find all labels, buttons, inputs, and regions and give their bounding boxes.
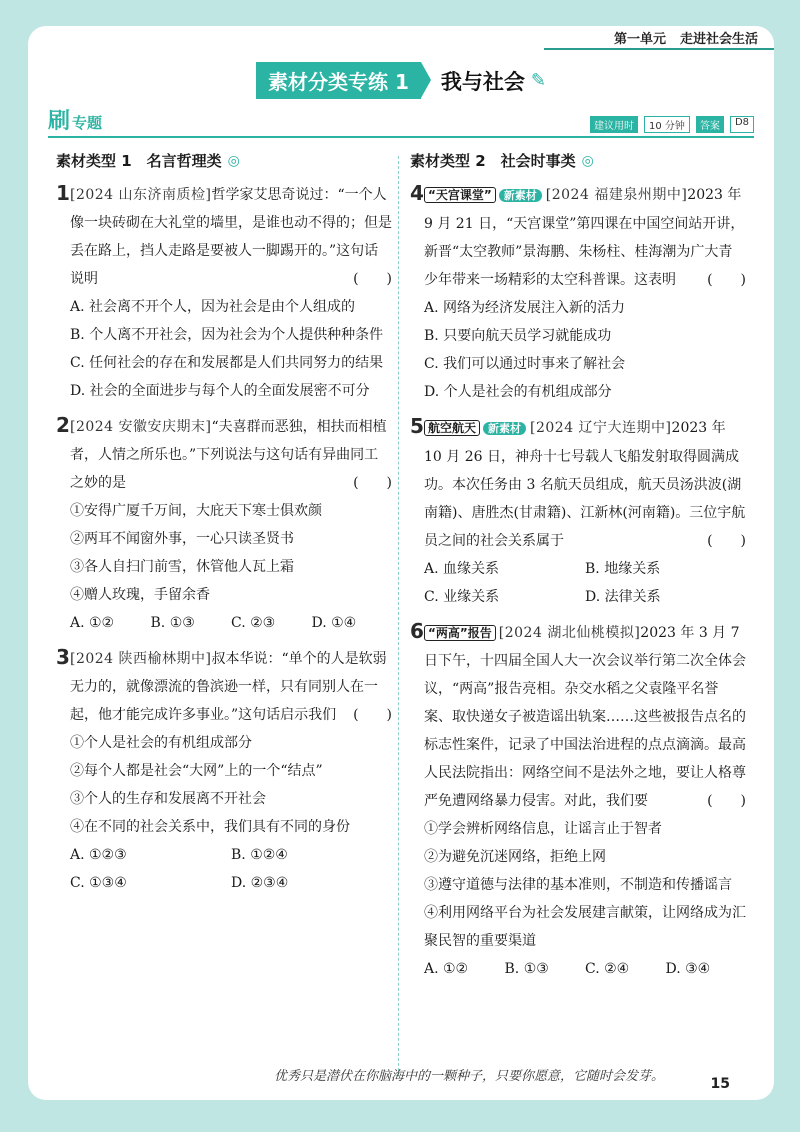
question-stem-text: 叔本华说：“单个的人是软弱无力的，就像漂流的鲁滨逊一样，只有同别人在一起，他才能完成许多事业。”这句话启示我们 bbox=[70, 651, 387, 723]
unit-label: 第一单元 bbox=[613, 31, 666, 47]
question-stem bbox=[56, 413, 392, 497]
item: ③遵守道德与法律的基本准则，不制造和传播谣言 bbox=[424, 877, 732, 893]
column-divider bbox=[398, 156, 399, 1076]
choice: C. ①③④ bbox=[70, 875, 127, 891]
unit-header bbox=[544, 26, 774, 50]
question-source: [2024 山东济南质检] bbox=[70, 187, 212, 203]
question-number: 2 bbox=[56, 413, 70, 437]
option: C. 任何社会的存在和发展都是人们共同努力的结果 bbox=[70, 355, 384, 371]
topic-tag: 航空航天 bbox=[424, 420, 480, 436]
choice: B. ①②④ bbox=[231, 847, 288, 863]
choice: D. 法律关系 bbox=[585, 589, 661, 605]
section-title-text: 素材类型 1 名言哲理类 bbox=[56, 152, 222, 170]
choice: B. ①③ bbox=[504, 961, 549, 977]
option: D. 社会的全面进步与每个人的全面发展密不可分 bbox=[70, 383, 370, 399]
answer-paren: ( ) bbox=[707, 272, 746, 288]
choices bbox=[410, 583, 746, 611]
question-4 bbox=[410, 181, 746, 406]
section-title bbox=[410, 150, 746, 171]
section-title bbox=[56, 150, 392, 171]
answer-label: 答案 bbox=[696, 116, 724, 133]
question-number: 4 bbox=[410, 181, 424, 205]
question-stem-text: “夫喜群而恶独，相扶而相植者，人情之所乐也。”下列说法与这句话有异曲同工之妙的是 bbox=[70, 419, 387, 491]
time-label: 建议用时 bbox=[590, 116, 638, 133]
option: A. 社会离不开个人，因为社会是由个人组成的 bbox=[70, 299, 356, 315]
choices bbox=[56, 841, 392, 869]
choice: A. ①②③ bbox=[70, 847, 127, 863]
answer-paren: ( ) bbox=[353, 475, 392, 491]
target-icon: ◎ bbox=[227, 152, 240, 169]
question-source: [2024 湖北仙桃模拟] bbox=[498, 625, 641, 641]
question-number: 1 bbox=[56, 181, 70, 205]
question-1 bbox=[56, 181, 392, 405]
footer-motto: 优秀只是潜伏在你脑海中的一颗种子，只要你愿意，它随时会发芽。 bbox=[273, 1069, 664, 1084]
question-stem bbox=[56, 181, 392, 293]
choice: B. 地缘关系 bbox=[585, 561, 661, 577]
choice: D. ②③④ bbox=[231, 875, 289, 891]
choices bbox=[410, 555, 746, 583]
choices bbox=[410, 955, 746, 983]
topic-brush bbox=[48, 109, 102, 136]
target-icon: ◎ bbox=[581, 152, 594, 169]
question-stem-text: 2023 年 3 月 7 日下午，十四届全国人大一次会议举行第二次全体会议，“两高”报告亮相。杂交水稻之父袁隆平名誉案、取快递女子被造谣出轨案……这些被报告点名的标志性案件，记录了中国法治进程的点点滴滴。最高人民法院指出：网络空间不是法外之地，要让人格尊严免遭网络暴力侵害。对此，我们要 bbox=[424, 625, 746, 809]
question-stem bbox=[410, 619, 746, 815]
choice: A. 血缘关系 bbox=[424, 561, 500, 577]
choice: A. ①② bbox=[70, 615, 115, 631]
question-stem-text: 2023 年 9 月 21 日，“天宫课堂”第四课在中国空间站开讲，新晋“太空教师”景海鹏、朱杨柱、桂海潮为广大青少年带来一场精彩的太空科普课。这表明 bbox=[424, 187, 745, 288]
question-source: [2024 陕西榆林期中] bbox=[70, 651, 212, 667]
choice: A. ①② bbox=[424, 961, 469, 977]
topic-bar bbox=[48, 110, 754, 138]
choice: B. ①③ bbox=[150, 615, 195, 631]
new-material-badge: 新素材 bbox=[499, 189, 542, 202]
time-value: 10 分钟 bbox=[644, 116, 690, 133]
item: ④在不同的社会关系中，我们具有不同的身份 bbox=[70, 819, 350, 835]
option: A. 网络为经济发展注入新的活力 bbox=[424, 300, 626, 316]
choice: D. ①④ bbox=[311, 615, 357, 631]
item: ②为避免沉迷网络，拒绝上网 bbox=[424, 849, 606, 865]
title-main: 素材分类专练 1 bbox=[256, 62, 421, 99]
question-stem bbox=[410, 181, 746, 294]
answer-value: D8 bbox=[730, 116, 754, 133]
pen-icon: ✎ bbox=[530, 70, 546, 91]
question-stem bbox=[56, 645, 392, 729]
item: ④赠人玫瑰，手留余香 bbox=[70, 587, 210, 603]
question-6 bbox=[410, 619, 746, 983]
answer-paren: ( ) bbox=[353, 271, 392, 287]
item: ②两耳不闻窗外事，一心只读圣贤书 bbox=[70, 531, 294, 547]
choice: D. ③④ bbox=[665, 961, 711, 977]
question-number: 3 bbox=[56, 645, 70, 669]
choice: C. 业缘关系 bbox=[424, 589, 500, 605]
unit-title: 走进社会生活 bbox=[679, 31, 758, 47]
choices bbox=[56, 609, 392, 637]
question-stem bbox=[410, 414, 746, 555]
right-column bbox=[410, 150, 746, 983]
choices bbox=[56, 869, 392, 897]
topic-tag: “天宫课堂” bbox=[424, 187, 496, 203]
choice: C. ②③ bbox=[231, 615, 276, 631]
answer-paren: ( ) bbox=[353, 707, 392, 723]
item: ④利用网络平台为社会发展建言献策，让网络成为汇聚民智的重要渠道 bbox=[424, 905, 746, 949]
question-stem-text: 2023 年 10 月 26 日，神舟十七号载人飞船发射取得圆满成功。本次任务由 3 名航天员组成，航天员汤洪波(湖南籍)、唐胜杰(甘肃籍)、江新林(河南籍)。三位宇航员之间的社会关系属于 bbox=[424, 420, 746, 549]
question-source: [2024 安徽安庆期末] bbox=[70, 419, 212, 435]
question-source: [2024 辽宁大连期中] bbox=[530, 420, 672, 436]
question-source: [2024 福建泉州期中] bbox=[545, 187, 688, 203]
question-number: 5 bbox=[410, 414, 424, 438]
topic-tips bbox=[590, 116, 754, 133]
question-3 bbox=[56, 645, 392, 897]
item: ①个人是社会的有机组成部分 bbox=[70, 735, 252, 751]
item: ③个人的生存和发展离不开社会 bbox=[70, 791, 266, 807]
question-stem-text: 哲学家艾思奇说过：“一个人像一块砖砌在大礼堂的墙里，是谁也动不得的；但是丢在路上，挡人走路是要被人一脚踢开的。”这句话说明 bbox=[70, 187, 392, 287]
answer-paren: ( ) bbox=[707, 533, 746, 549]
title-sub: 我与社会 bbox=[440, 69, 525, 94]
page-title bbox=[28, 62, 774, 99]
worksheet-page bbox=[28, 26, 774, 1100]
brush-char: 刷 bbox=[48, 109, 71, 134]
option: C. 我们可以通过时事来了解社会 bbox=[424, 356, 626, 372]
item: ①安得广厦千万间，大庇天下寒士俱欢颜 bbox=[70, 503, 322, 519]
topic-label: 专题 bbox=[72, 114, 103, 132]
question-number: 6 bbox=[410, 619, 424, 643]
section-title-text: 素材类型 2 社会时事类 bbox=[410, 152, 576, 170]
option: D. 个人是社会的有机组成部分 bbox=[424, 384, 612, 400]
question-2 bbox=[56, 413, 392, 637]
new-material-badge: 新素材 bbox=[483, 422, 526, 435]
choice: C. ②④ bbox=[585, 961, 630, 977]
item: ②每个人都是社会“大网”上的一个“结点” bbox=[70, 763, 323, 779]
option: B. 个人离不开社会，因为社会为个人提供种种条件 bbox=[70, 327, 384, 343]
item: ①学会辨析网络信息，让谣言止于智者 bbox=[424, 821, 662, 837]
topic-tag: “两高”报告 bbox=[424, 625, 496, 641]
question-5 bbox=[410, 414, 746, 611]
option: B. 只要向航天员学习就能成功 bbox=[424, 328, 612, 344]
left-column bbox=[56, 150, 392, 897]
answer-paren: ( ) bbox=[707, 793, 746, 809]
page-number: 15 bbox=[710, 1076, 730, 1092]
item: ③各人自扫门前雪，休管他人瓦上霜 bbox=[70, 559, 294, 575]
